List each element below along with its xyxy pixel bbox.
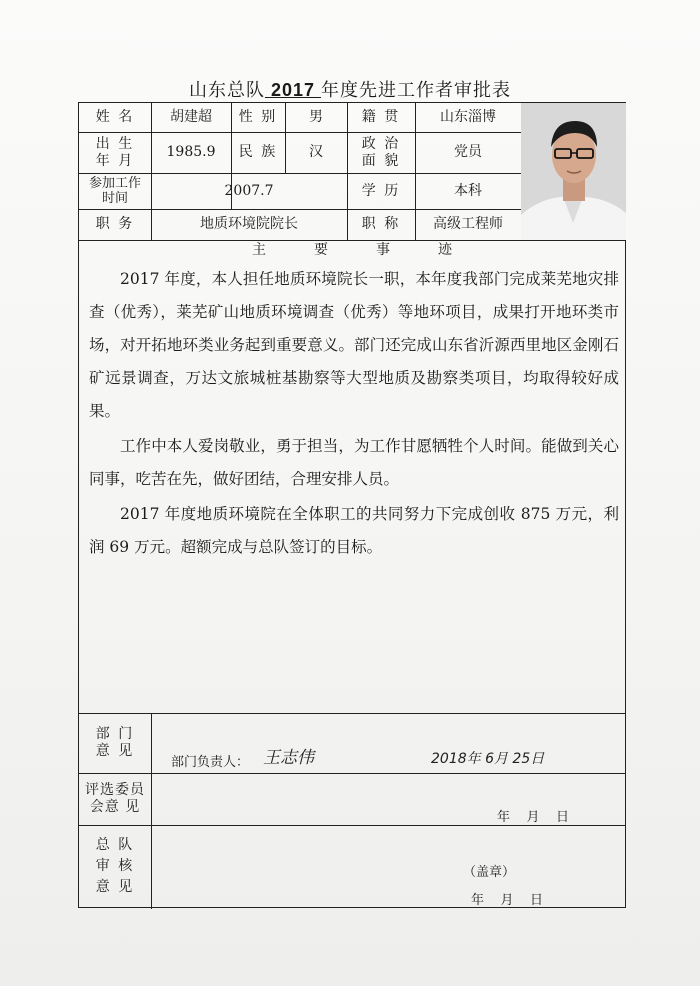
title-suffix: 年度先进工作者审批表 — [321, 80, 512, 101]
political-value: 党员 — [454, 144, 482, 160]
deeds-paragraph: 工作中本人爱岗敬业，勇于担当，为工作甘愿牺牲个人时间。能做到关心同事，吃苦在先，做好团结，合理安排人员。 — [89, 437, 619, 488]
education-label: 学 历 — [361, 182, 401, 199]
deeds-paragraph: 2017 年度，本人担任地质环境院长一职，本年度我部门完成莱芜地灾排查（优秀），莱芜矿山地质环境调查（优秀）等地环项目，成果打开地环类市场，对开拓地环类业务起到重要意义。部门还完成山东省沂源西里地区金刚石矿远景调查，万达文旅城桩基勘察等大型地质及勘察类项目，均取得较好成果。 — [89, 270, 619, 420]
birth-label: 出 生 年 月 — [95, 135, 135, 169]
workstart-label: 参加工作 时间 — [88, 176, 141, 206]
birth-value: 1985.9 — [166, 144, 216, 160]
title-label: 职 称 — [361, 216, 401, 232]
applicant-photo — [521, 103, 626, 240]
hq-seal: （盖章） — [463, 865, 516, 880]
workstart-value: 2007.7 — [224, 182, 274, 199]
col-line — [151, 713, 152, 909]
row-line — [79, 825, 625, 826]
committee-label: 评选委员 会意 见 — [85, 782, 145, 815]
education-value: 本科 — [454, 182, 482, 199]
gender-value: 男 — [309, 109, 323, 125]
title-value: 高级工程师 — [433, 216, 503, 232]
native-label: 籍 贯 — [361, 109, 401, 125]
form-title — [0, 76, 700, 102]
dept-label: 部 门 意 见 — [95, 726, 135, 759]
name-value: 胡建超 — [170, 109, 212, 125]
row-line — [79, 773, 625, 774]
gender-label: 性 别 — [238, 109, 278, 125]
political-label: 政 治 面 貌 — [361, 135, 401, 169]
deeds-heading: 主 要 事 迹 — [252, 242, 452, 258]
row-line — [79, 713, 625, 714]
ethnicity-label: 民 族 — [238, 144, 278, 160]
position-value: 地质环境院院长 — [200, 216, 298, 232]
position-label: 职 务 — [95, 216, 135, 232]
deeds-body — [89, 263, 619, 566]
committee-date: 年 月 日 — [497, 810, 570, 825]
title-year: 2017 — [270, 80, 316, 100]
dept-head-signature: 王志伟 — [263, 748, 314, 768]
hq-date: 年 月 日 — [471, 893, 544, 908]
dept-head-label: 部门负责人： — [171, 755, 250, 770]
approval-form — [78, 102, 626, 908]
native-value: 山东淄博 — [440, 109, 496, 125]
hq-label: 总 队 审 核 意 见 — [95, 836, 135, 895]
deeds-paragraph: 2017 年度地质环境院在全体职工的共同努力下完成创收 875 万元，利润 69 万元。超额完成与总队签订的目标。 — [89, 505, 619, 556]
title-prefix: 山东总队 — [188, 80, 265, 101]
dept-date: 2018年 6月 25日 — [431, 751, 545, 767]
ethnicity-value: 汉 — [309, 144, 323, 160]
name-label: 姓 名 — [95, 109, 135, 125]
